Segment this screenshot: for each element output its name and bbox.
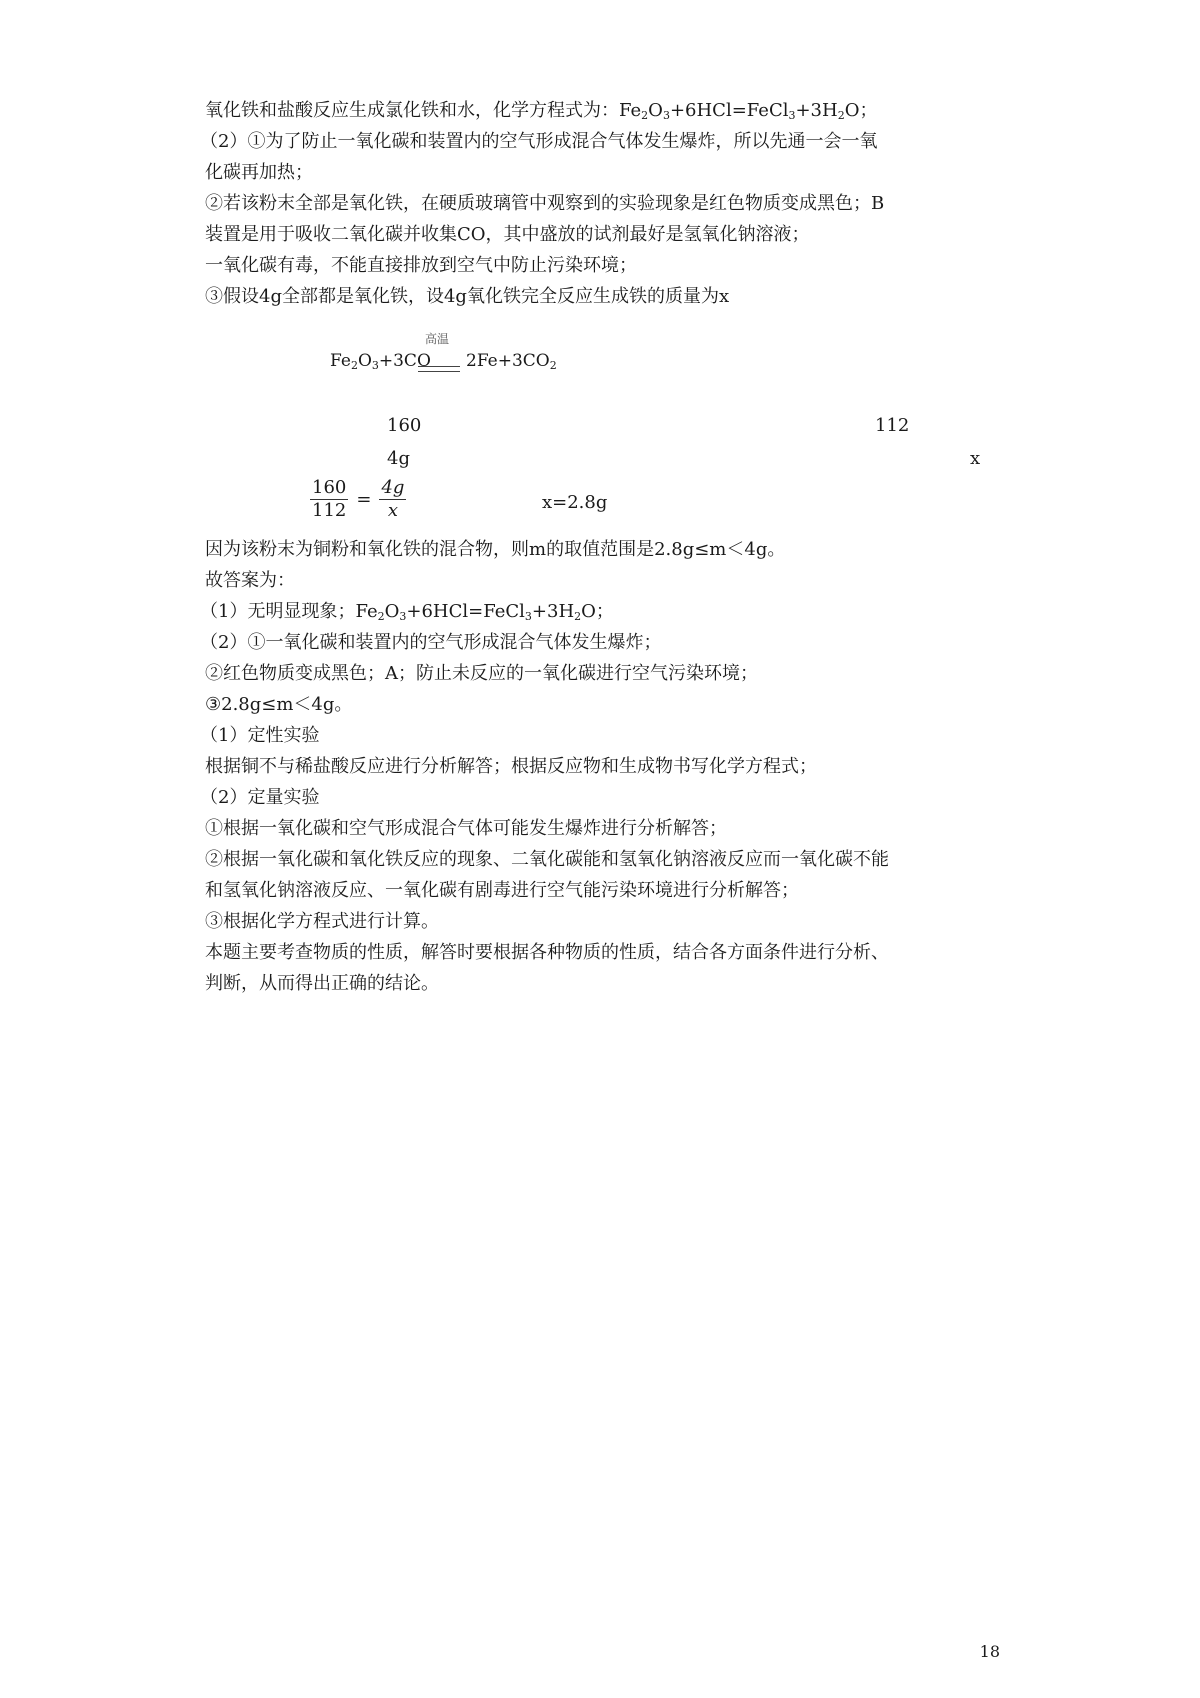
text-line-6: 一氧化碳有毒，不能直接排放到空气中防止污染环境；	[205, 255, 637, 276]
equation-right: $2Fe+3CO_2$	[466, 351, 557, 372]
text-line-9: 故答案为：	[205, 570, 295, 591]
text-line-22: 判断，从而得出正确的结论。	[205, 973, 439, 994]
page-number: 18	[979, 1642, 1000, 1661]
text-line-2: （2）①为了防止一氧化碳和装置内的空气形成混合气体发生爆炸，所以先通一会一氧	[200, 131, 878, 152]
fraction-left	[310, 477, 348, 522]
text-line-7: ③假设4g全部都是氧化铁，设4g氧化铁完全反应生成铁的质量为x	[205, 286, 730, 307]
equation-arrow-bottom	[418, 371, 460, 372]
text-line-3: 化碳再加热；	[205, 162, 313, 183]
fraction-left-denominator: 112	[312, 500, 347, 521]
unknown-mass: x	[970, 448, 981, 469]
text-line-10	[200, 601, 614, 623]
text-line-11: （2）①一氧化碳和装置内的空气形成混合气体发生爆炸；	[200, 632, 662, 653]
fraction-right-denominator: x	[387, 500, 399, 521]
text-line-8: 因为该粉末为铜粉和氧化铁的混合物，则m的取值范围是2.8g≤m＜4g。	[205, 539, 786, 560]
text-line-17: ①根据一氧化碳和空气形成混合气体可能发生爆炸进行分析解答；	[205, 818, 727, 839]
text-line-21: 本题主要考查物质的性质，解答时要根据各种物质的性质，结合各方面条件进行分析、	[205, 942, 889, 963]
equals-sign: =	[356, 489, 372, 510]
equation-arrow-top	[418, 366, 460, 367]
molar-mass-fe: 112	[875, 415, 910, 436]
line-10-formula: $Fe_2O_3+6HCl=FeCl_3+3H_2O$；	[355, 601, 614, 623]
text-line-20: ③根据化学方程式进行计算。	[205, 911, 439, 932]
text-line-1	[205, 100, 877, 122]
text-line-13: ③2.8g≤m＜4g。	[205, 694, 353, 715]
given-mass: 4g	[387, 448, 410, 469]
text-line-5: 装置是用于吸收二氧化碳并收集CO，其中盛放的试剂最好是氢氧化钠溶液；	[205, 224, 810, 245]
text-line-19: 和氢氧化钠溶液反应、一氧化碳有剧毒进行空气能污染环境进行分析解答；	[205, 880, 799, 901]
equation-left: $Fe_2O_3+3CO$	[330, 351, 431, 372]
text-line-12: ②红色物质变成黑色；A；防止未反应的一氧化碳进行空气污染环境；	[205, 663, 758, 684]
fraction-right	[379, 477, 406, 522]
text-line-15: 根据铜不与稀盐酸反应进行分析解答；根据反应物和生成物书写化学方程式；	[205, 756, 817, 777]
text-line-4: ②若该粉末全部是氧化铁，在硬质玻璃管中观察到的实验现象是红色物质变成黑色；B	[205, 193, 885, 214]
line-1-text: 氧化铁和盐酸反应生成氯化铁和水，化学方程式为：	[205, 100, 619, 121]
text-line-16: （2）定量实验	[200, 787, 320, 808]
proportion-equation	[310, 477, 406, 522]
fraction-right-numerator: 4g	[381, 477, 405, 498]
text-line-14: （1）定性实验	[200, 725, 320, 746]
text-line-18: ②根据一氧化碳和氧化铁反应的现象、二氧化碳能和氢氧化钠溶液反应而一氧化碳不能	[205, 849, 889, 870]
equation-condition: 高温	[425, 332, 450, 346]
fraction-left-numerator: 160	[312, 477, 347, 498]
line-10-text: （1）无明显现象；	[200, 601, 356, 622]
molar-mass-fe2o3: 160	[387, 415, 422, 436]
calc-result: x=2.8g	[542, 492, 608, 513]
line-1-formula: $Fe_2O_3+6HCl=FeCl_3+3H_2O$；	[619, 100, 878, 122]
